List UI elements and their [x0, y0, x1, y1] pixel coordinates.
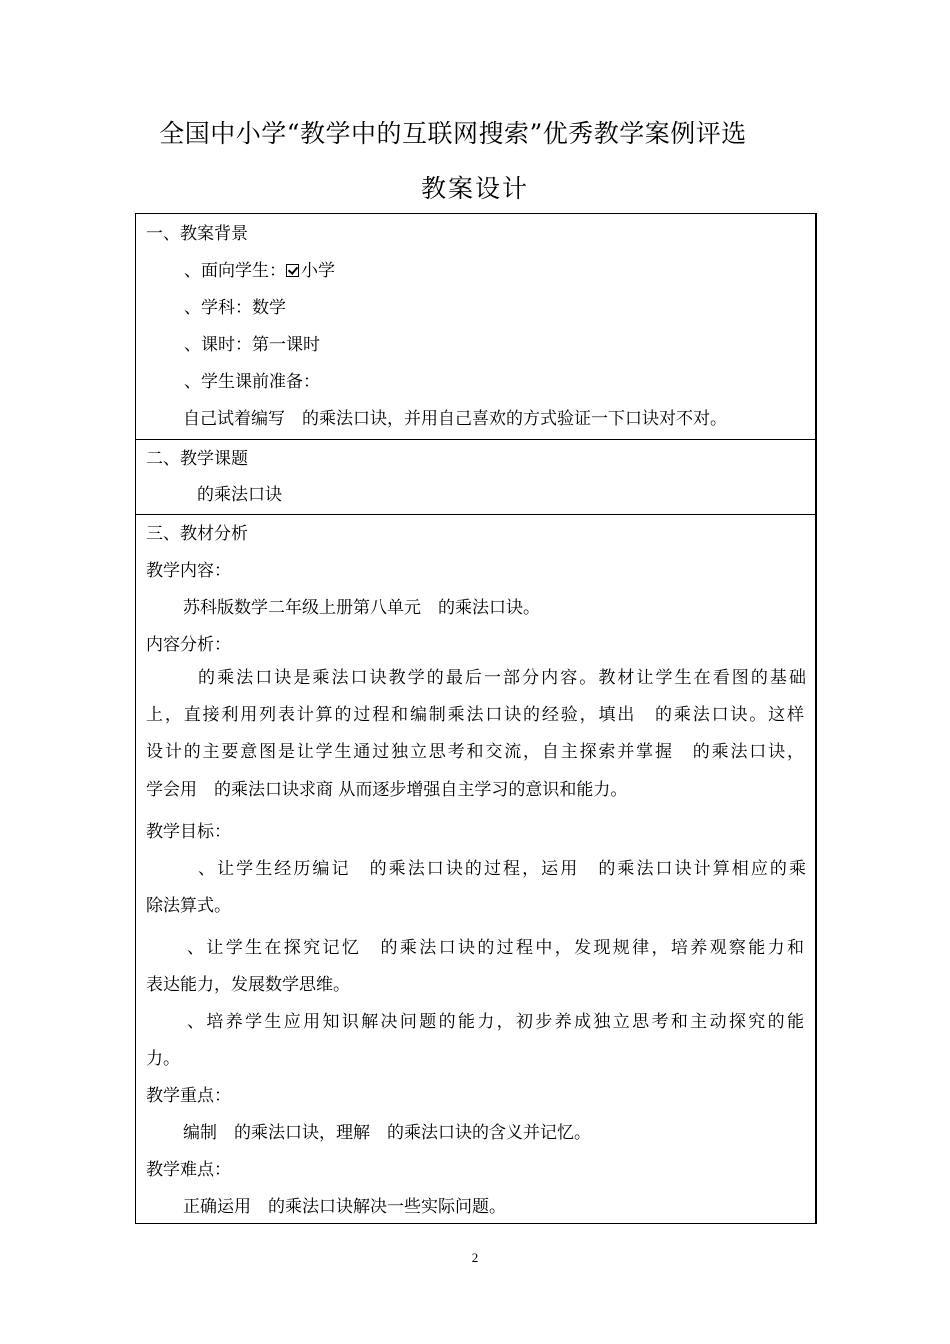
topic-text: 的乘法口诀 — [197, 485, 282, 505]
analysis-label: 内容分析： — [146, 635, 231, 655]
audience-row — [184, 260, 335, 282]
key-text: 编制 的乘法口诀，理解 的乘法口诀的含义并记忆。 — [183, 1123, 591, 1143]
analysis-line: 的乘法口诀是乘法口诀教学的最后一部分内容。教材让学生在看图的基础 — [198, 668, 806, 688]
audience-label: 、面向学生： — [184, 261, 286, 281]
analysis-line: 设计的主要意图是让学生通过独立思考和交流，自主探索并掌握 的乘法口诀， — [146, 742, 804, 762]
prep-text: 自己试着编写 的乘法口诀，并用自己喜欢的方式验证一下口诀对不对。 — [183, 409, 727, 429]
page-number: 2 — [471, 1250, 479, 1265]
section-topic — [136, 440, 815, 515]
analysis-line: 上，直接利用列表计算的过程和编制乘法口诀的经验，填出 的乘法口诀。这样 — [146, 705, 804, 725]
goal-line: 、让学生经历编记 的乘法口诀的过程，运用 的乘法口诀计算相应的乘 — [198, 859, 806, 879]
document-title: 全国中小学“教学中的互联网搜索”优秀教学案例评选 — [159, 119, 747, 148]
content-label: 教学内容： — [146, 561, 231, 581]
document-subtitle: 教案设计 — [420, 174, 529, 203]
goal-line: 、培养学生应用知识解决问题的能力，初步养成独立思考和主动探究的能 — [187, 1012, 804, 1032]
difficulty-label: 教学难点： — [146, 1160, 231, 1180]
goal-line: 、让学生在探究记忆 的乘法口诀的过程中，发现规律，培养观察能力和 — [187, 938, 804, 958]
audience-value: 小学 — [301, 261, 335, 281]
analysis-line: 学会用 的乘法口诀求商 从而逐步增强自主学习的意识和能力。 — [146, 780, 628, 800]
section-heading: 二、教学课题 — [146, 449, 248, 469]
goal-line: 力。 — [146, 1049, 180, 1069]
difficulty-text: 正确运用 的乘法口诀解决一些实际问题。 — [183, 1197, 506, 1217]
content-text: 苏科版数学二年级上册第八单元 的乘法口诀。 — [183, 598, 540, 618]
section-heading: 一、教案背景 — [146, 224, 248, 244]
checkbox-checked-icon — [286, 264, 299, 277]
prep-label: 、学生课前准备： — [184, 372, 320, 392]
goals-label: 教学目标： — [146, 822, 231, 842]
section-analysis — [136, 515, 815, 1223]
lesson-plan-table — [135, 213, 817, 1224]
subject-row: 、学科：数学 — [184, 298, 286, 318]
section-background — [136, 214, 815, 440]
key-label: 教学重点： — [146, 1086, 231, 1106]
period-row: 、课时：第一课时 — [184, 335, 320, 355]
goal-line: 表达能力，发展数学思维。 — [146, 975, 350, 995]
goal-line: 除法算式。 — [146, 896, 231, 916]
section-heading: 三、教材分析 — [146, 524, 248, 544]
